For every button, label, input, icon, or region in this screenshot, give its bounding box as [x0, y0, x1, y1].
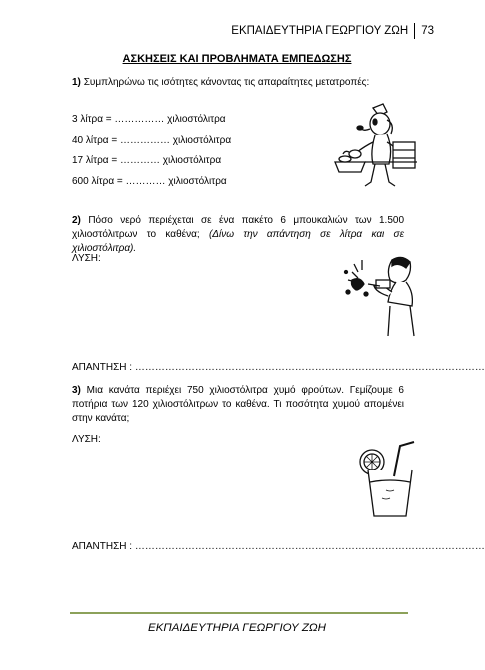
exercise-2-number: 2) — [72, 215, 81, 226]
exercise-2-solution-label: ΛΥΣΗ: — [72, 253, 101, 264]
page-header — [231, 23, 434, 39]
exercise-1-line-3: 17 λίτρα = ………… χιλιοστόλιτρα — [72, 155, 222, 166]
exercise-3-number: 3) — [72, 385, 81, 396]
exercise-1-number: 1) — [72, 77, 81, 88]
exercise-3-question: Μια κανάτα περιέχει 750 χιλιοστόλιτρα χυμό φρούτων. Γεμίζουμε 6 ποτήρια των 120 χιλιοστόλιτρων το καθένα. Τι ποσότητα χυμού απομένει στην κανάτα; — [72, 385, 404, 424]
section-title: ΑΣΚΗΣΕΙΣ ΚΑΙ ΠΡΟΒΛΗΜΑΤΑ ΕΜΠΕΔΩΣΗΣ — [122, 53, 352, 65]
exercise-2-question: Πόσο νερό περιέχεται σε ένα πακέτο 6 μπουκαλιών των 1.500 χιλιοστόλιτρων το καθένα; — [72, 215, 405, 240]
page-number: 73 — [421, 25, 434, 37]
exercise-3-text — [72, 384, 404, 426]
exercise-1-line-4: 600 λίτρα = ………… χιλιοστόλιτρα — [72, 176, 227, 187]
footer-divider — [70, 612, 408, 614]
juice-glass-icon — [350, 440, 428, 522]
header-title: ΕΚΠΑΙΔΕΥΤΗΡΙΑ ΓΕΩΡΓΙΟΥ ΖΩΗ — [231, 25, 409, 37]
exercise-2-answer-line: ΑΠΑΝΤΗΣΗ : …………………………………………………………………………………………… — [72, 362, 485, 373]
exercise-3-solution-label: ΛΥΣΗ: — [72, 434, 101, 445]
boy-drinking-water-icon — [340, 250, 430, 342]
exercise-1-line-2: 40 λίτρα = …………… χιλιοστόλιτρα — [72, 135, 232, 146]
exercise-1-instruction — [72, 76, 402, 90]
exercise-1-instruction-text: Συμπληρώνω τις ισότητες κάνοντας τις απαραίτητες μετατροπές: — [83, 77, 370, 88]
cartoon-dog-cooking-icon — [325, 102, 425, 194]
exercise-3-answer-line: ΑΠΑΝΤΗΣΗ : …………………………………………………………………………………………… — [72, 541, 485, 552]
exercise-2-hint: (Δίνω την απάντηση σε λίτρα και σε χιλιοστόλιτρα). — [72, 229, 404, 254]
exercise-1-line-1: 3 λίτρα = …………… χιλιοστόλιτρα — [72, 114, 226, 125]
page-footer: ΕΚΠΑΙΔΕΥΤΗΡΙΑ ΓΕΩΡΓΙΟΥ ΖΩΗ — [148, 622, 326, 634]
header-separator — [414, 23, 415, 39]
